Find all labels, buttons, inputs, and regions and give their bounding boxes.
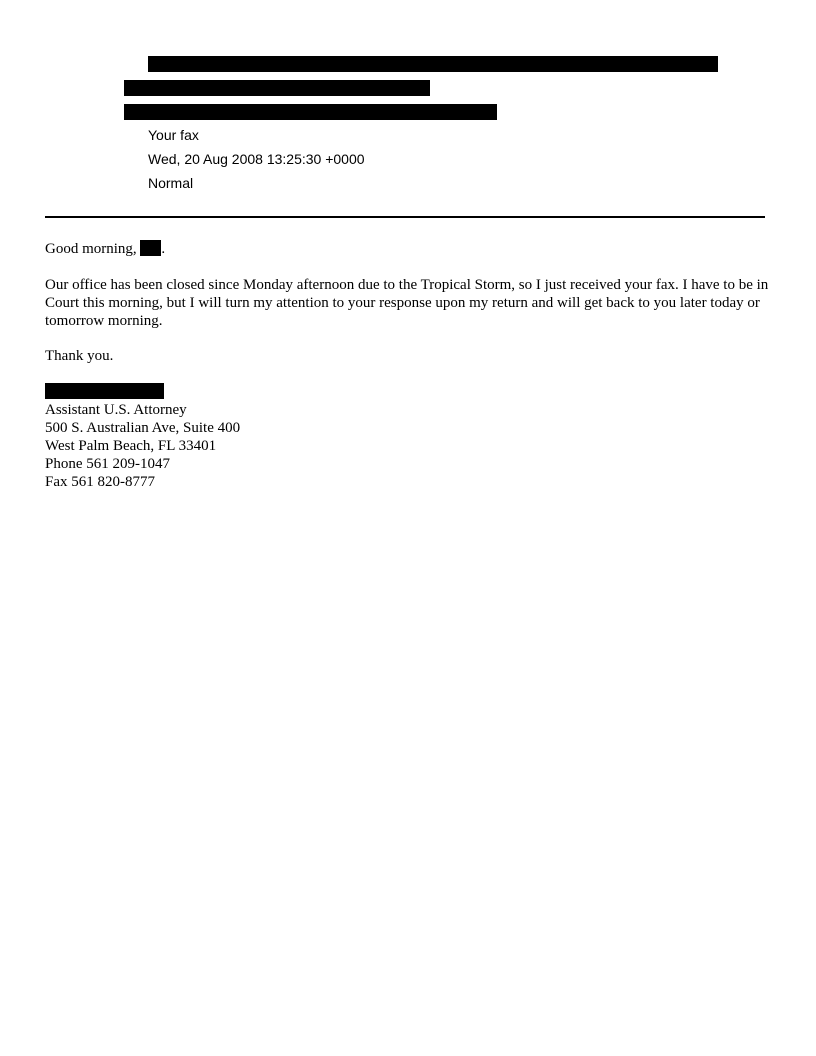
date-value: Wed, 20 Aug 2008 13:25:30 +0000 [148,151,365,167]
signature-title: Assistant U.S. Attorney [45,402,187,418]
message-paragraph: Our office has been closed since Monday afternoon due to the Tropical Storm, so I just received your fax. I have to be in Court this morning, but I will turn my attention to your response upon my return and will get back to you later today or tomorrow morning. [45,277,769,329]
header-divider [45,216,765,218]
subject-value: Your fax [148,127,199,143]
greeting-text: Good morning, [45,241,141,257]
signature-address-line1: 500 S. Australian Ave, Suite 400 [45,420,241,436]
signature-block [45,401,775,491]
from-redaction-line1 [148,56,718,72]
signature-address-line2: West Palm Beach, FL 33401 [45,438,217,454]
from-redaction-line2 [124,80,430,96]
signature-name-redaction [45,383,164,399]
signature-phone: Phone 561 209-1047 [45,456,170,472]
recipient-name-redaction [140,240,161,256]
greeting [45,240,775,258]
greeting-punctuation: . [161,241,166,257]
importance-value: Normal [148,175,194,191]
from-redaction-line3 [124,104,497,120]
signature-fax: Fax 561 820-8777 [45,474,155,490]
closing-text: Thank you. [45,348,114,364]
